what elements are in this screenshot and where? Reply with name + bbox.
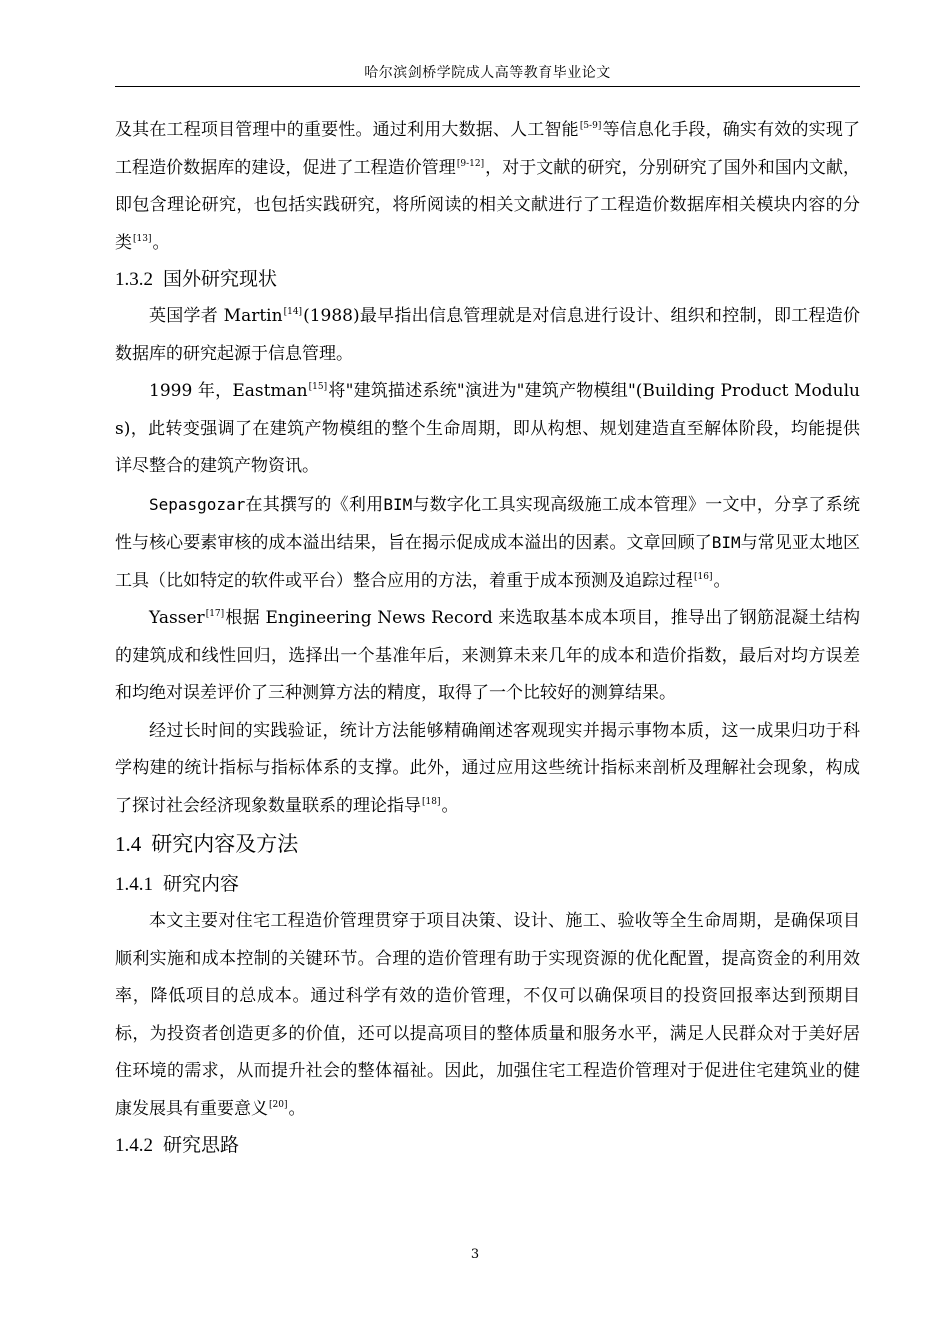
text: ，对于文献的研究，分别研究了国外和国内文献，即包含理论研究，也包括实践研究，将所阅读的相关文献进行了工程造价数据库相关模块内容的分类 <box>115 157 861 253</box>
paragraph-yasser <box>115 600 860 713</box>
text: 与常见亚太地区工具（比如特定的软件或平台）整合应用的方法，着重于成本预测及追踪过程 <box>115 533 861 591</box>
text: 英国学者 Martin <box>149 306 283 326</box>
citation: [17] <box>205 609 225 619</box>
running-header: 哈尔滨剑桥学院成人高等教育毕业论文 <box>364 65 611 81</box>
section-number: 1.4.2 <box>115 1135 153 1156</box>
text: 。 <box>713 570 731 591</box>
section-number: 1.4 <box>115 832 142 856</box>
text: Yasser <box>149 608 205 628</box>
header-rule <box>115 86 860 87</box>
text: 经过长时间的实践验证，统计方法能够精确阐述客观现实并揭示事物本质，这一成果归功于科学构建的统计指标与指标体系的支撑。此外，通过应用这些统计指标来剖析及理解社会现象，构成了探讨社会经济现象数量联系的理论指导 <box>115 720 860 816</box>
text: 。 <box>152 232 170 253</box>
body-content <box>115 112 860 1164</box>
citation: [20] <box>269 1099 288 1110</box>
text: 本文主要对住宅工程造价管理贯穿于项目决策、设计、施工、验收等全生命周期，是确保项目顺利实施和成本控制的关键环节。合理的造价管理有助于实现资源的优化配置，提高资金的利用效率，降低项目的总成本。通过科学有效的造价管理，不仅可以确保项目的投资回报率达到预期目标，为投资者创造更多的价值，还可以提高项目的整体质量和服务水平，满足人民群众对于美好居住环境的需求，从而提升社会的整体福祉。因此，加强住宅工程造价管理对于促进住宅建筑业的健康发展具有重要意义 <box>115 911 860 1119</box>
text: BIM <box>711 533 741 552</box>
paragraph-1 <box>115 112 860 262</box>
citation: [5-9] <box>579 121 602 131</box>
paragraph-martin <box>115 298 860 373</box>
text: BIM <box>383 494 413 514</box>
section-title: 研究内容及方法 <box>151 832 299 856</box>
section-number: 1.3.2 <box>115 269 153 290</box>
citation: [18] <box>422 796 441 807</box>
text: 及其在工程项目管理中的重要性。通过利用大数据、人工智能 <box>115 120 579 140</box>
paragraph-research-content <box>115 903 860 1128</box>
section-heading-1-4-1 <box>115 867 860 903</box>
paragraph-sepasgozar <box>115 486 860 601</box>
section-heading-1-3-2 <box>115 262 860 298</box>
section-title: 国外研究现状 <box>163 268 278 290</box>
section-title: 研究思路 <box>163 1134 240 1156</box>
text: 。 <box>441 795 459 816</box>
citation: [16] <box>694 571 713 582</box>
citation: [14] <box>283 307 303 317</box>
text: 在其撰写的《利用 <box>245 494 384 515</box>
text: 。 <box>288 1098 306 1119</box>
text: 1999 年，Eastman <box>149 381 308 401</box>
text: 将"建筑描述系统"演进为"建筑产物模组"(Building Product Modulus)，此转变强调了在建筑产物模组的整个生命周期，即从构想、规划建造直至解体阶段，均能提供详尽整合的建筑产物资讯。 <box>115 381 860 476</box>
text: 等信息化手段，确实有效的实现了工程造价数据库的建设，促进了工程造价管理 <box>115 120 861 178</box>
paragraph-eastman <box>115 373 860 486</box>
section-heading-1-4 <box>115 825 860 867</box>
section-title: 研究内容 <box>163 873 240 895</box>
text: (1988)最早指出信息管理就是对信息进行设计、组织和控制，即工程造价数据库的研究起源于信息管理。 <box>115 306 860 364</box>
section-heading-1-4-2 <box>115 1128 860 1164</box>
section-number: 1.4.1 <box>115 874 153 895</box>
text: 与数字化工具实现高级施工成本管理》一文中，分享了系统性与核心要素审核的成本溢出结果，旨在揭示促成成本溢出的因素。文章回顾了 <box>115 494 861 553</box>
citation: [13] <box>133 233 152 244</box>
citation: [15] <box>308 382 328 392</box>
citation: [9-12] <box>456 158 485 169</box>
text: Sepasgozar <box>149 494 246 514</box>
paragraph-statistics <box>115 713 860 826</box>
text: 根据 Engineering News Record 来选取基本成本项目，推导出了钢筋混凝土结构的建筑成和线性回归，选择出一个基准年后，来测算未来几年的成本和造价指数，最后对均方误差和均绝对误差评价了三种测算方法的精度，取得了一个比较好的测算结果。 <box>115 608 860 703</box>
page-number: 3 <box>470 1247 480 1262</box>
